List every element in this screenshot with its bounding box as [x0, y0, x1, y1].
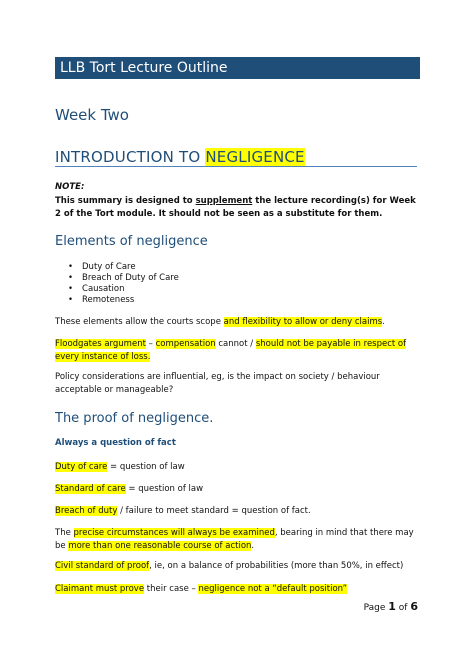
elements-para-plain: These elements allow the courts scope [55, 317, 224, 327]
precise-highlight-2: more than one reasonable course of action [68, 541, 252, 551]
claimant-highlight: Claimant must prove [55, 584, 145, 594]
note-text-underlined: supplement [195, 196, 253, 206]
civil-line [55, 560, 425, 573]
precise-start: The [55, 528, 74, 538]
page-footer [364, 600, 418, 613]
elements-heading: Elements of negligence [55, 234, 208, 249]
standard-highlight: Standard of care [55, 484, 126, 494]
precise-highlight: precise circumstances will always be examined [73, 528, 275, 538]
duty-highlight: Duty of care [55, 462, 108, 472]
standard-rest: = question of law [125, 484, 204, 494]
policy-paragraph: Policy considerations are influential, eg, is the impact on society / behaviour acceptable or manageable? [55, 372, 380, 395]
footer-page-total: 6 [410, 600, 418, 613]
floodgates-paragraph [55, 338, 425, 364]
list-item: • Causation [68, 284, 179, 295]
breach-rest: / failure to meet standard = question of fact. [117, 506, 311, 516]
elements-para-end: . [382, 317, 385, 327]
note-text-after: the lecture recording(s) for Week 2 of the Tort module. It should not be seen as a substitute for them. [55, 196, 416, 219]
footer-page-word: Page [363, 603, 389, 613]
precise-paragraph [55, 527, 425, 553]
standard-line [55, 483, 425, 496]
elements-paragraph [55, 316, 425, 329]
civil-rest: , ie, on a balance of probabilities (more than 50%, in effect) [149, 561, 404, 571]
floodgates-hl1: Floodgates argument [55, 339, 146, 349]
elements-para-highlight: and flexibility to allow or deny claims [223, 317, 383, 327]
duty-rest: = question of law [107, 462, 185, 472]
floodgates-hl3: should not be payable in respect of every instance of loss. [55, 339, 407, 362]
precise-mid: , bearing in mind that there may be [55, 528, 414, 551]
floodgates-t2: cannot / [215, 339, 256, 349]
footer-page-num: 1 [388, 600, 396, 613]
breach-highlight: Breach of duty [55, 506, 118, 516]
duty-line [55, 461, 425, 474]
floodgates-hl2: compensation [155, 339, 216, 349]
footer-of-word: of [395, 603, 411, 613]
intro-heading-prefix: INTRODUCTION TO [55, 148, 206, 166]
intro-heading-highlight: NEGLIGENCE [205, 148, 305, 166]
breach-line [55, 505, 425, 518]
title-banner: LLB Tort Lecture Outline [55, 57, 420, 79]
note-label: NOTE: [55, 182, 85, 192]
list-item: • Remoteness [68, 295, 179, 306]
list-item: • Duty of Care [68, 262, 179, 273]
intro-heading [55, 148, 305, 166]
civil-highlight: Civil standard of proof [55, 561, 150, 571]
note-text-before: This summary is designed to [55, 196, 196, 206]
claimant-mid: their case – [144, 584, 199, 594]
elements-list [68, 262, 179, 306]
floodgates-t1: – [145, 339, 156, 349]
note-text [55, 195, 423, 221]
list-item: • Breach of Duty of Care [68, 273, 179, 284]
week-title: Week Two [55, 106, 129, 124]
proof-subheading: Always a question of fact [55, 438, 176, 448]
claimant-line [55, 583, 425, 596]
claimant-highlight-2: negligence not a “default position” [198, 584, 347, 594]
heading-rule [55, 166, 417, 167]
proof-heading: The proof of negligence. [55, 411, 214, 426]
precise-end: . [251, 541, 255, 551]
